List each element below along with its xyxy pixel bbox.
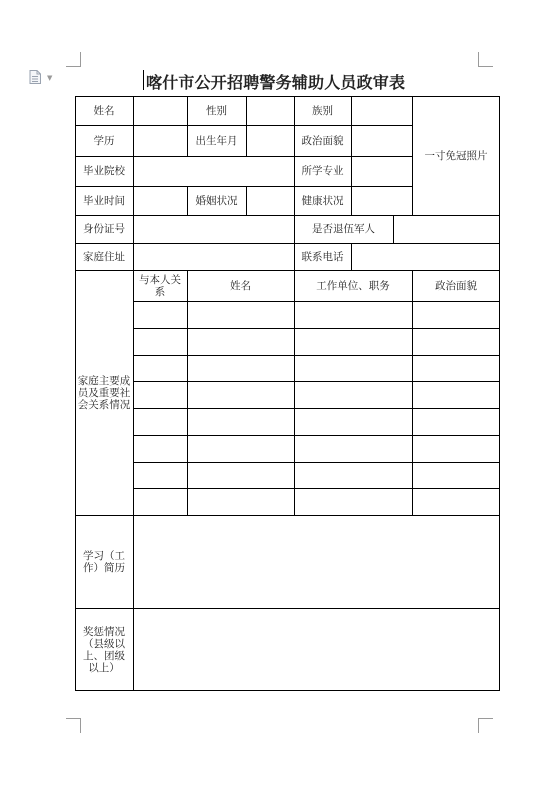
family-workplace-cell[interactable] (294, 355, 412, 382)
family-member-name-cell[interactable] (187, 328, 294, 355)
border-top (75, 96, 500, 97)
political-label: 政治面貌 (301, 134, 344, 147)
family-relation-cell[interactable] (133, 381, 187, 408)
ethnicity-field[interactable] (351, 96, 412, 125)
major-field[interactable] (351, 156, 412, 186)
family-relation-cell[interactable] (133, 462, 187, 489)
awards-field[interactable] (133, 608, 500, 691)
family-workplace-cell[interactable] (294, 488, 412, 515)
family-relation-cell[interactable] (133, 488, 187, 515)
education-field[interactable] (133, 125, 187, 156)
chevron-down-icon[interactable]: ▼ (47, 74, 53, 82)
rule (75, 156, 412, 157)
rule (246, 186, 247, 215)
crop-mark-top-right (478, 52, 493, 67)
birth-field[interactable] (246, 125, 294, 156)
family-workplace-cell[interactable] (294, 462, 412, 489)
rule (351, 96, 352, 215)
family-workplace-cell[interactable] (294, 435, 412, 462)
gender-label: 性别 (206, 104, 227, 117)
id-label: 身份证号 (83, 223, 125, 235)
family-relation-cell[interactable] (133, 328, 187, 355)
family-member-name-cell[interactable] (187, 488, 294, 515)
grad-time-field[interactable] (133, 186, 187, 215)
family-member-name-cell[interactable] (187, 408, 294, 435)
rule (75, 243, 500, 244)
health-field[interactable] (351, 186, 412, 215)
family-workplace-cell[interactable] (294, 301, 412, 328)
member-political-header: 政治面貌 (435, 279, 477, 292)
rule (393, 215, 394, 243)
photo-box: 一寸免冠照片 (424, 149, 488, 162)
school-field[interactable] (133, 156, 294, 186)
rule (412, 96, 413, 215)
rule (75, 608, 500, 609)
family-member-name-cell[interactable] (187, 462, 294, 489)
rule (75, 270, 500, 271)
family-relation-cell[interactable] (133, 408, 187, 435)
rule (75, 215, 500, 216)
awards-label: 奖惩情况（县级以上、团级以上） (83, 625, 125, 674)
family-member-political-cell[interactable] (412, 301, 500, 328)
address-label: 家庭住址 (83, 250, 125, 263)
family-workplace-cell[interactable] (294, 408, 412, 435)
marital-field[interactable] (246, 186, 294, 215)
family-relation-cell[interactable] (133, 301, 187, 328)
marital-label: 婚姻状况 (195, 194, 238, 207)
family-member-political-cell[interactable] (412, 435, 500, 462)
crop-mark-bottom-right (478, 718, 493, 733)
family-member-political-cell[interactable] (412, 355, 500, 382)
birth-label: 出生年月 (195, 134, 238, 147)
rule (75, 186, 412, 187)
rule (75, 515, 500, 516)
veteran-label: 是否退伍军人 (312, 223, 375, 235)
major-label: 所学专业 (301, 165, 344, 177)
crop-mark-top-left (66, 52, 81, 67)
family-member-name-cell[interactable] (187, 435, 294, 462)
school-label: 毕业院校 (83, 165, 125, 177)
ethnicity-label: 族别 (312, 104, 333, 117)
family-member-political-cell[interactable] (412, 328, 500, 355)
border-bottom (75, 690, 500, 691)
education-label: 学历 (93, 134, 115, 147)
grad-time-label: 毕业时间 (83, 194, 125, 207)
review-form-table (75, 96, 500, 691)
veteran-field[interactable] (393, 215, 500, 243)
family-member-name-cell[interactable] (187, 381, 294, 408)
phone-field[interactable] (351, 243, 500, 270)
rule (351, 243, 352, 270)
page-title: 喀什市公开招聘警务辅助人员政审表 (146, 73, 406, 92)
family-relation-cell[interactable] (133, 355, 187, 382)
document-icon[interactable] (29, 70, 41, 84)
family-workplace-cell[interactable] (294, 381, 412, 408)
resume-field[interactable] (133, 515, 500, 608)
name-field[interactable] (133, 96, 187, 125)
family-relation-cell[interactable] (133, 435, 187, 462)
member-name-header: 姓名 (230, 279, 251, 292)
health-label: 健康状况 (301, 194, 344, 207)
family-member-political-cell[interactable] (412, 488, 500, 515)
rule (75, 125, 412, 126)
crop-mark-bottom-left (66, 718, 81, 733)
text-cursor (143, 70, 144, 90)
address-field[interactable] (133, 243, 294, 270)
family-member-political-cell[interactable] (412, 381, 500, 408)
family-member-name-cell[interactable] (187, 355, 294, 382)
gender-field[interactable] (246, 96, 294, 125)
family-member-political-cell[interactable] (412, 408, 500, 435)
political-field[interactable] (351, 125, 412, 156)
rule (246, 96, 247, 156)
name-label: 姓名 (93, 104, 115, 117)
rule (187, 96, 188, 125)
family-workplace-cell[interactable] (294, 328, 412, 355)
workplace-header: 工作单位、职务 (316, 279, 390, 292)
relation-header: 与本人关系 (139, 273, 181, 298)
phone-label: 联系电话 (301, 250, 344, 263)
rule (294, 96, 295, 270)
family-section-label: 家庭主要成员及重要社会关系情况 (77, 374, 131, 411)
resume-label: 学习（工作）简历 (83, 549, 125, 574)
family-member-name-cell[interactable] (187, 301, 294, 328)
rule (187, 125, 188, 156)
rule (187, 186, 188, 215)
family-member-political-cell[interactable] (412, 462, 500, 489)
id-field[interactable] (133, 215, 294, 243)
